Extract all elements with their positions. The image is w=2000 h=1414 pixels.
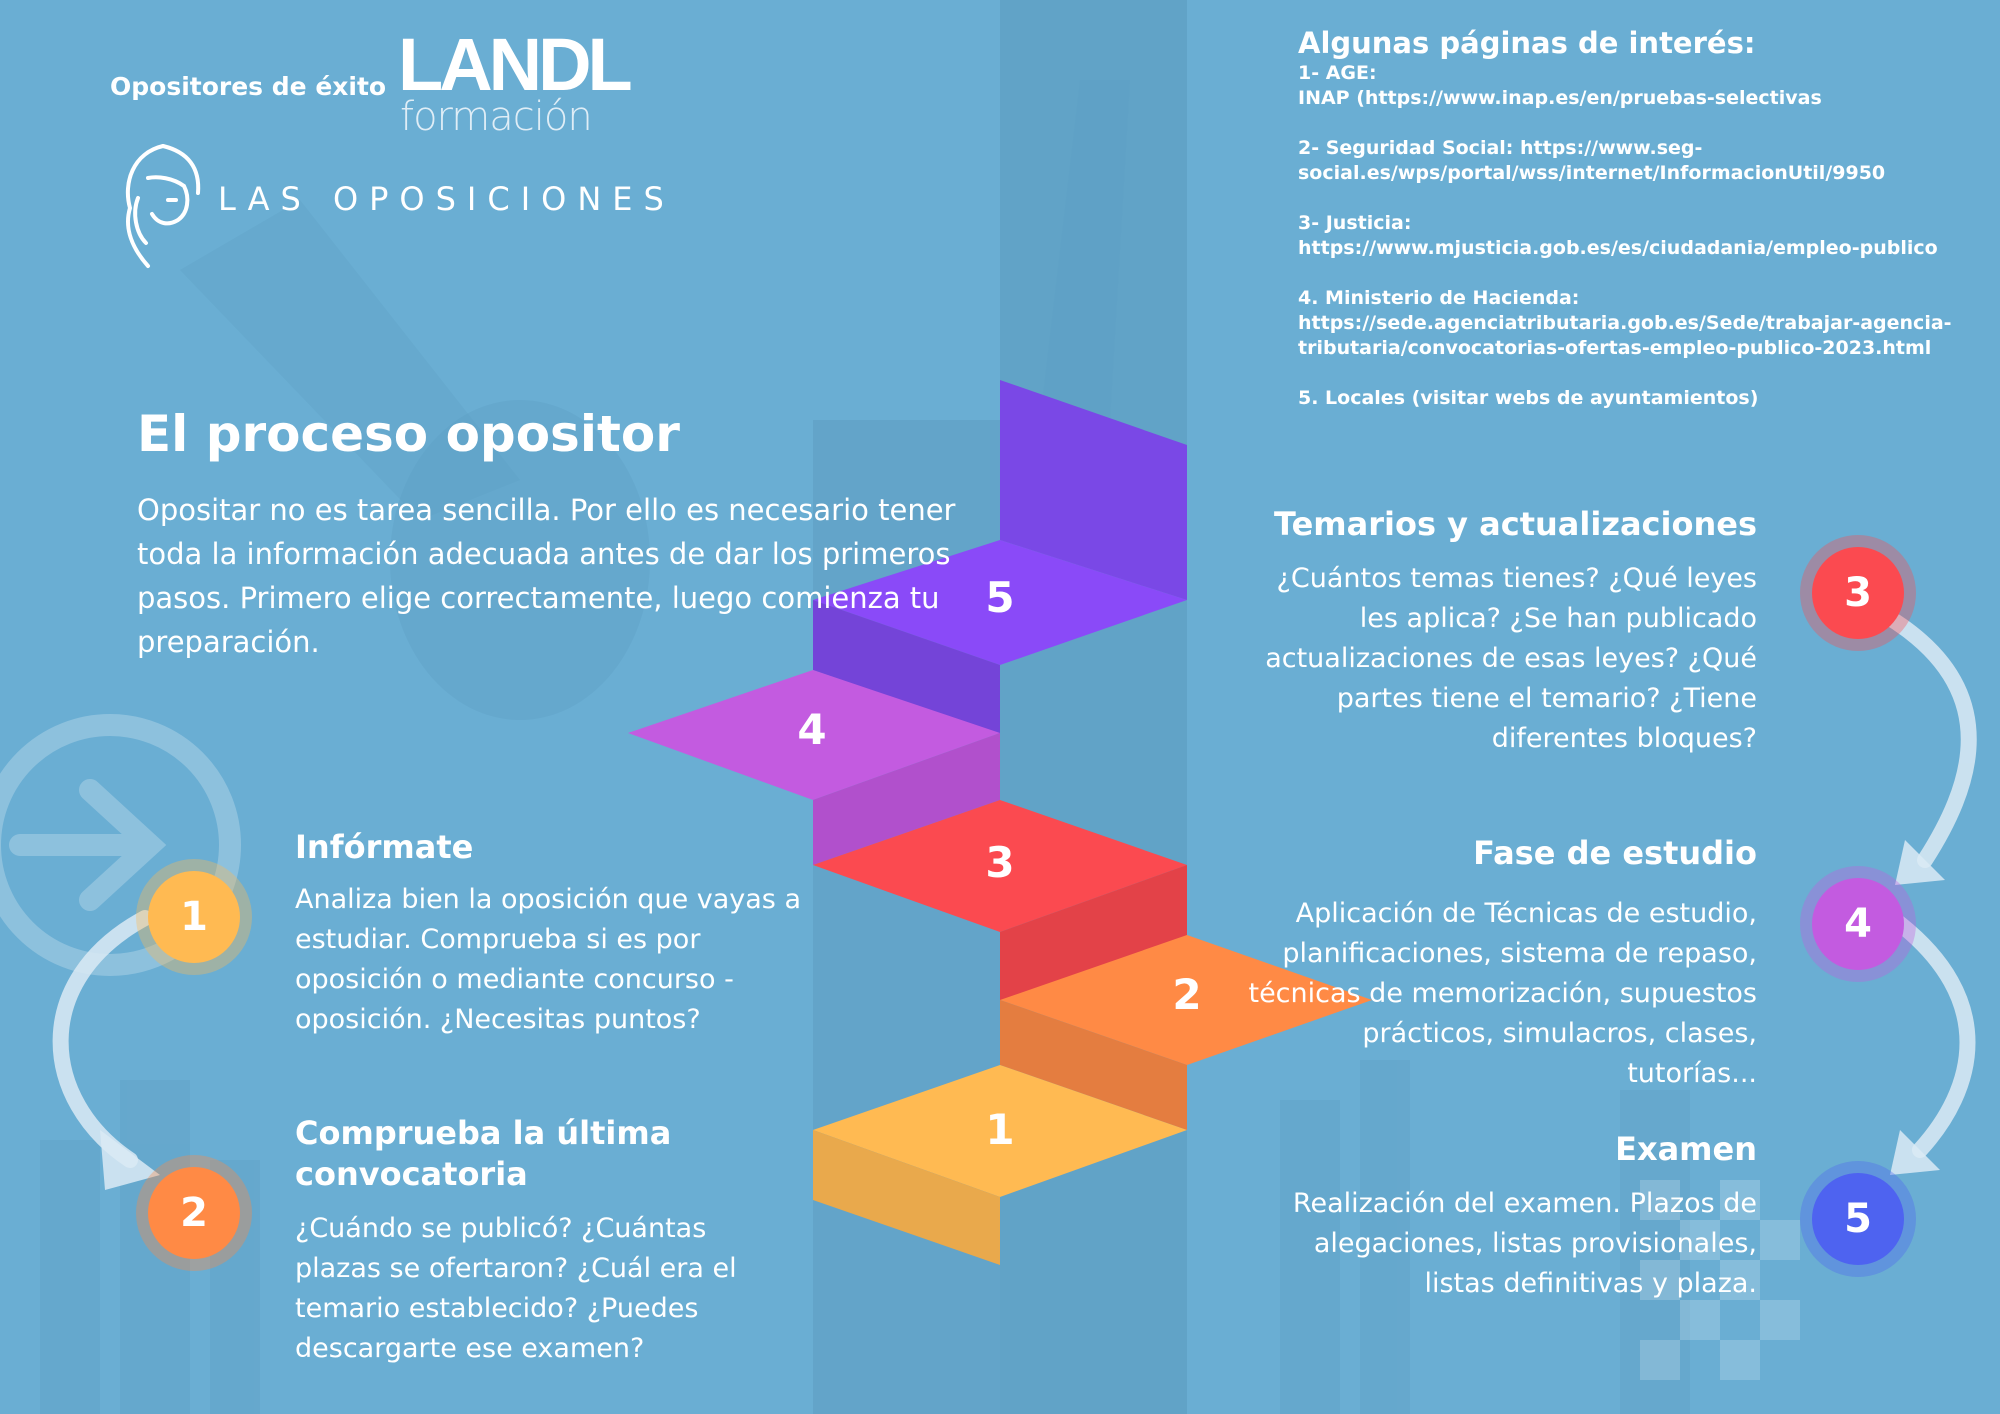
formacion-logo-text: formación: [400, 94, 592, 140]
links-panel: [1298, 25, 1988, 436]
stair-number-3: 3: [985, 838, 1015, 887]
step-2-section: [295, 1113, 795, 1369]
links-title: Algunas páginas de interés:: [1298, 26, 1756, 60]
step-1-title: Infórmate: [295, 828, 474, 866]
step-3-section: [1237, 505, 1757, 759]
step-3-badge: 3: [1812, 547, 1904, 639]
step-5-badge: 5: [1812, 1173, 1904, 1265]
step-1-section: [295, 828, 825, 1040]
link-hacienda[interactable]: 4. Ministerio de Hacienda: https://sede.agenciatributaria.gob.es/Sede/trabajar-agencia- tributaria/convocatorias-ofertas-empleo-publico-2023.html: [1298, 287, 1952, 359]
step-4-body: Aplicación de Técnicas de estudio, planificaciones, sistema de repaso, técnicas de memorización, supuestos prácticos, simulacros, clases, tutorías...: [1248, 898, 1757, 1089]
step-5-section: [1257, 1130, 1757, 1304]
step-5-title: Examen: [1615, 1130, 1757, 1168]
link-justicia[interactable]: 3- Justicia: https://www.mjusticia.gob.es/es/ciudadania/empleo-publico: [1298, 212, 1938, 259]
link-locales: 5. Locales (visitar webs de ayuntamientos): [1298, 387, 1759, 409]
lion-icon: [118, 138, 208, 278]
las-oposiciones-logo-text: LAS OPOSICIONES: [218, 180, 675, 218]
tagline: Opositores de éxito: [110, 72, 387, 101]
page-title: El proceso opositor: [137, 405, 680, 463]
link-age[interactable]: 1- AGE: INAP (https://www.inap.es/en/pruebas-selectivas: [1298, 62, 1822, 109]
intro-text: Opositar no es tarea sencilla. Por ello es necesario tener toda la información adecuada antes de dar los primeros pasos. Primero elige correctamente, luego comienza tu preparación.: [137, 493, 956, 659]
step-1-body: Analiza bien la oposición que vayas a estudiar. Comprueba si es por oposición o mediante concurso - oposición. ¿Necesitas puntos?: [295, 884, 801, 1035]
step-2-title: Comprueba la última convocatoria: [295, 1114, 672, 1193]
stair-number-2: 2: [1172, 970, 1202, 1019]
step-4-badge: 4: [1812, 878, 1904, 970]
step-2-badge: 2: [148, 1167, 240, 1259]
stair-number-5: 5: [985, 573, 1015, 622]
step-1-badge: 1: [148, 871, 240, 963]
stair-number-4: 4: [797, 705, 827, 754]
step-4-section: [1237, 834, 1757, 1094]
step-5-body: Realización del examen. Plazos de alegaciones, listas provisionales, listas definitivas y plaza.: [1292, 1188, 1757, 1299]
step-2-body: ¿Cuándo se publicó? ¿Cuántas plazas se ofertaron? ¿Cuál era el temario establecido? ¿Puedes descargarte ese examen?: [295, 1213, 737, 1364]
stair-number-1: 1: [985, 1105, 1015, 1154]
link-seguridad-social[interactable]: 2- Seguridad Social: https://www.seg- social.es/wps/portal/wss/internet/InformacionUtil/9950: [1298, 137, 1886, 184]
landl-logo: LANDL: [398, 23, 629, 106]
step-3-title: Temarios y actualizaciones: [1274, 505, 1757, 543]
step-4-title: Fase de estudio: [1473, 834, 1757, 872]
step-3-body: ¿Cuántos temas tienes? ¿Qué leyes les aplica? ¿Se han publicado actualizaciones de esas leyes? ¿Qué partes tiene el temario? ¿Tiene diferentes bloques?: [1265, 563, 1757, 754]
